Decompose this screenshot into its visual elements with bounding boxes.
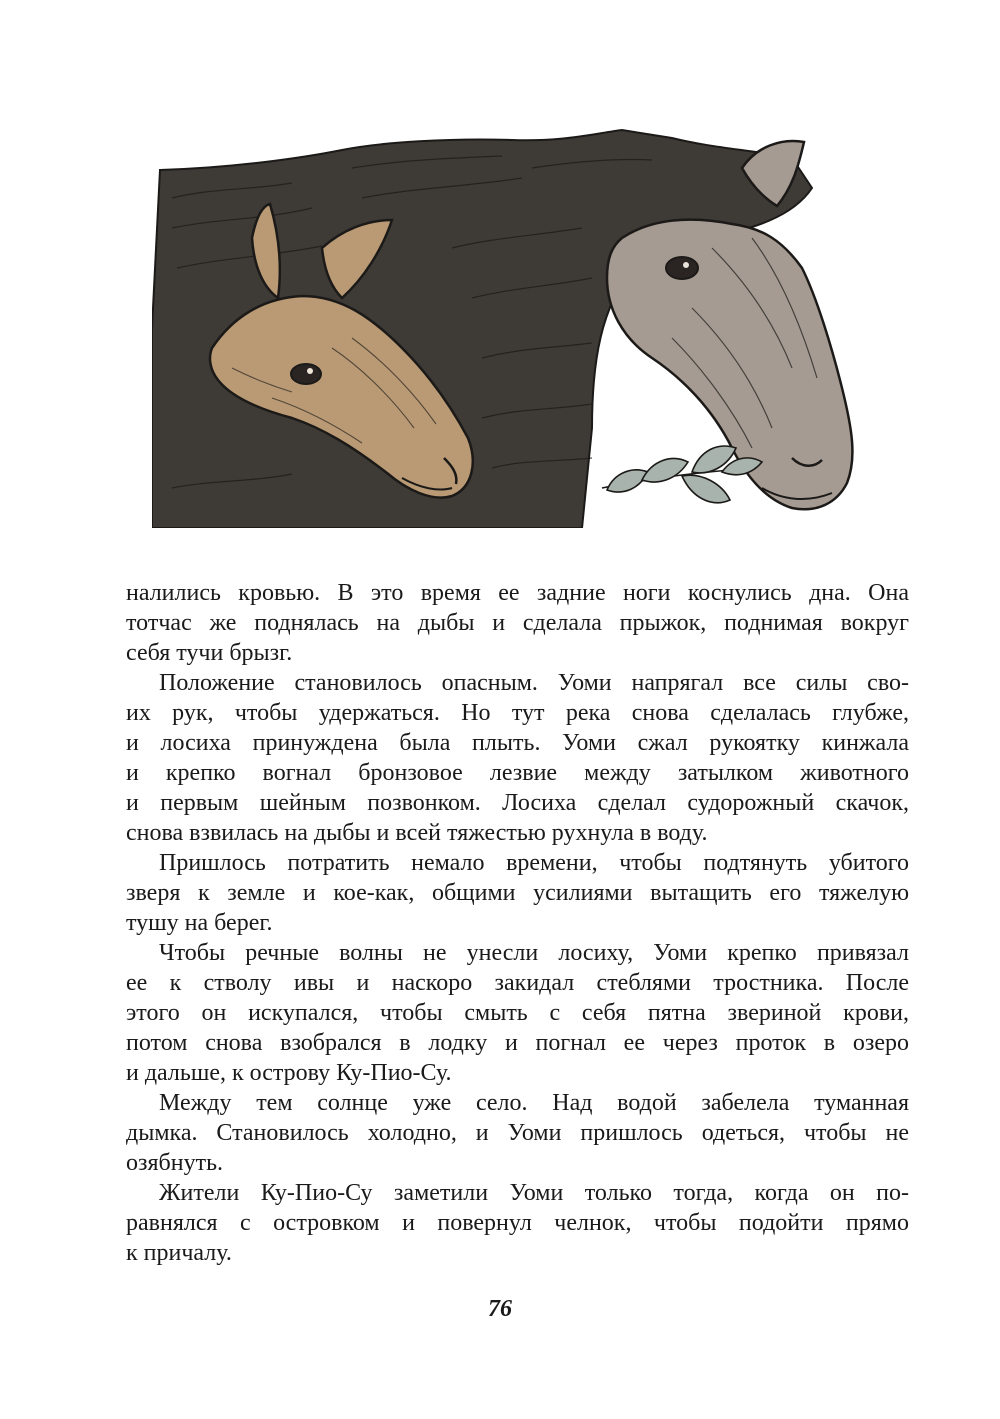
paragraph bbox=[126, 578, 909, 668]
text-line: ее к стволу ивы и наскоро закидал стеблями тростника. После bbox=[126, 970, 909, 996]
text-line: их рук, чтобы удержаться. Но тут река снова сделалась глубже, bbox=[126, 700, 909, 726]
paragraph bbox=[126, 1178, 909, 1268]
text-line: к причалу. bbox=[126, 1240, 232, 1266]
text-line: и дальше, к острову Ку-Пио-Су. bbox=[126, 1060, 452, 1086]
text-line: Положение становилось опасным. Уоми напрягал все силы сво- bbox=[159, 670, 909, 696]
paragraph bbox=[126, 938, 909, 1088]
text-line: себя тучи брызг. bbox=[126, 640, 293, 666]
text-line: и первым шейным позвонком. Лосиха сделал судорожный скачок, bbox=[126, 790, 909, 816]
text-line: Жители Ку-Пио-Су заметили Уоми только тогда, когда он по- bbox=[159, 1180, 909, 1206]
paragraph bbox=[126, 668, 909, 848]
paragraph bbox=[126, 1088, 909, 1178]
text-line: озябнуть. bbox=[126, 1150, 224, 1176]
text-line: тотчас же поднялась на дыбы и сделала прыжок, поднимая вокруг bbox=[126, 610, 909, 636]
text-line: тушу на берег. bbox=[126, 910, 273, 936]
text-line: Между тем солнце уже село. Над водой забелела туманная bbox=[159, 1090, 909, 1116]
text-line: зверя к земле и кое-как, общими усилиями вытащить его тяжелую bbox=[126, 880, 909, 906]
moose-cow-and-calf-icon bbox=[152, 128, 880, 528]
text-line: снова взвилась на дыбы и всей тяжестью рухнула в воду. bbox=[126, 820, 708, 846]
paragraph bbox=[126, 848, 909, 938]
text-line: этого он искупался, чтобы смыть с себя пятна звериной крови, bbox=[126, 1000, 909, 1026]
text-line: и лосиха принуждена была плыть. Уоми сжал рукоятку кинжала bbox=[126, 730, 909, 756]
text-line: Пришлось потратить немало времени, чтобы подтянуть убитого bbox=[159, 850, 909, 876]
page-number: 76 bbox=[488, 1296, 512, 1322]
moose-illustration bbox=[152, 128, 880, 528]
text-line: потом снова взобрался в лодку и погнал ее через проток в озеро bbox=[126, 1030, 909, 1056]
text-line: дымка. Становилось холодно, и Уоми пришлось одеться, чтобы не bbox=[126, 1120, 909, 1146]
text-line: и крепко вогнал бронзовое лезвие между затылком животного bbox=[126, 760, 909, 786]
text-line: налились кровью. В это время ее задние ноги коснулись дна. Она bbox=[126, 580, 909, 606]
body-text bbox=[126, 578, 909, 1268]
text-line: равнялся с островком и повернул челнок, чтобы подойти прямо bbox=[126, 1210, 909, 1236]
text-line: Чтобы речные волны не унесли лосиху, Уоми крепко привязал bbox=[159, 940, 909, 966]
